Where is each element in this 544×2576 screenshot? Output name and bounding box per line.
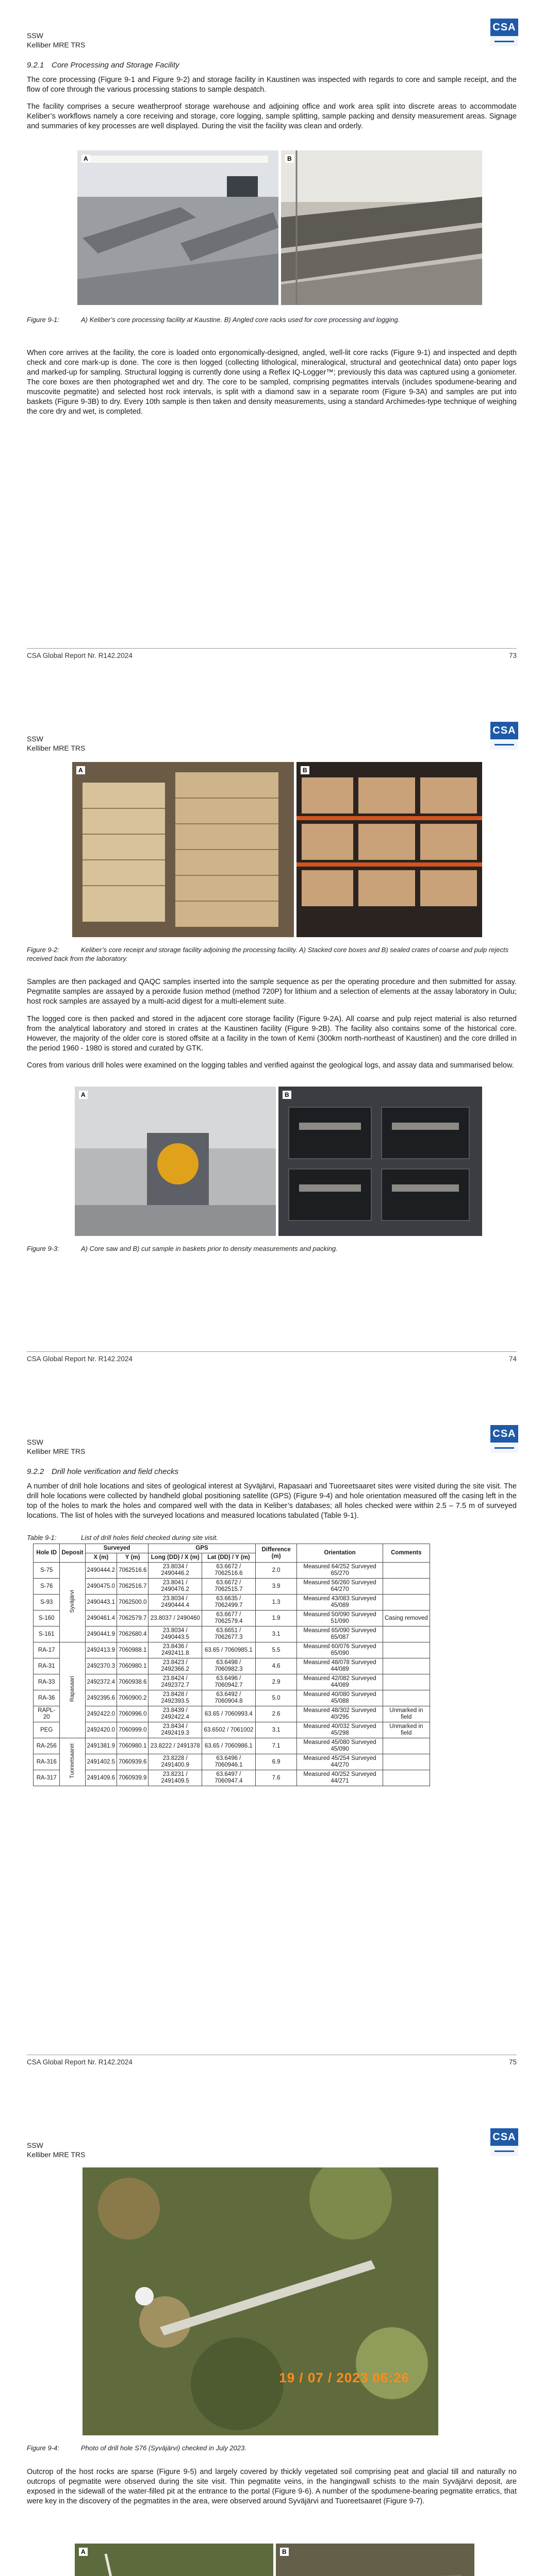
page-number: 75 xyxy=(508,2058,517,2066)
paragraph: Cores from various drill holes were examined on the logging tables and verified against the geological logs, and assay data and summarised below. xyxy=(27,1061,514,1070)
figure-caption: Figure 9-4: Photo of drill hole S76 (Syväjärvi) checked in July 2023. xyxy=(27,2444,246,2452)
page-74 xyxy=(0,703,544,1406)
figure-caption: Figure 9-1: A) Keliber’s core processing facility at Kaustine. B) Angled core racks used for core processing and logging. xyxy=(27,316,400,324)
photo-core-saw-svg xyxy=(75,1087,276,1236)
photo-core-boxes-svg xyxy=(72,762,294,937)
table-row: S-75 Syväjärvi 2490444.2 7062516.6 23.8034 / 2490446.2 63.6672 / 7062516.6 2.0 Measured 64/252 Surveyed 65/270 xyxy=(34,1563,430,1579)
photo-mica-schist-svg xyxy=(276,2544,474,2576)
photo-angled-core-racks: B xyxy=(281,150,482,305)
paragraph: The core processing (Figure 9-1 and Figure 9-2) and storage facility in Kaustinen was inspected with regards to core and sample receipt, and the flow of core through the various processing stations to sample despatch. xyxy=(27,76,517,94)
page-75 xyxy=(0,1406,544,2110)
table-row: RA-17 Rapasaari 2492413.9 7060988.1 23.8436 / 2492411.8 63.65 / 7060985.1 5.5 Measured 60/076 Surveyed 65/090 xyxy=(34,1642,430,1658)
table-row: RA-33 2492372.4 7060938.6 23.8424 / 2492372.7 63.6496 / 7060942.7 2.9 Measured 42/082 Surveyed 44/089 xyxy=(34,1674,430,1690)
table-caption: Table 9-1: List of drill holes field checked during site visit. xyxy=(27,1534,218,1541)
page-header xyxy=(27,31,85,49)
photo-cut-sample-baskets: B xyxy=(278,1087,482,1236)
photo-core-saw: A xyxy=(75,1087,276,1236)
csa-logo: CSA xyxy=(490,1425,518,1453)
page-header: SSW Kelliber MRE TRS xyxy=(27,735,86,752)
paragraph: Samples are then packaged and QAQC samples inserted into the sample sequence as per the operating procedure and then submitted for assay. Pegmatite samples are assayed by a peroxide fusion method (method 720P) for lithium and a selection of elements at the assay laboratory in Oulu; host rock samples are assayed by a multi-acid digest for a multi-element suite. xyxy=(27,978,517,1006)
section-heading: 9.2.2 Drill hole verification and field checks xyxy=(27,1467,178,1476)
table-row: RA-36 2492395.6 7060900.2 23.8428 / 2492393.5 63.6492 / 7060904.8 5.0 Measured 40/080 Surveyed 45/088 xyxy=(34,1690,430,1706)
photo-drill-hole-s76 xyxy=(83,2167,438,2435)
report-name: Kelliber MRE TRS xyxy=(27,41,86,49)
paragraph: Outcrop of the host rocks are sparse (Figure 9-5) and largely covered by thickly vegetated soil comprising peat and glacial till and naturally no outcrops of pegmatite were observed during the site visit. Thin pegmatite veins, in the hangingwall schists to the main Syväjärvi deposit, are exposed in the sidewall of the water-filled pit at the entrance to the portal (Figure 9-6). A number of the spodumene-bearing pegmatite erratics, that were key in the discovery of the pegmatites in the area, were observed around Syväjärvi and Tuoreetsaaret (Figure 9-7). xyxy=(27,2468,517,2505)
drill-hole-table: Hole ID Deposit Surveyed GPS Difference (m) Orientation Comments X (m) Y (m) Long (DD) / X (m) Lat (DD) / Y (m) S-75 Syväjärvi 2490444.2 7062516.6 23.8034 / 2490446.2 63.6672 / 7062516.6 2.0 Measured 64/252 Surveyed 65/270 S-76 2490475.0 7062516.7 23.8041 / 2490476.2 63.6672 / 7062515.7 3.9 Measured 56/260 Surveyed 64/270 S-93 2490443.1 7062500.0 23.8034 / 2490444.4 63.6635 / 7062499.7 1.3 Measured 43/083 Surveyed 45/089 S-160 2490461.4 7062579.7 23.8037 / 2490460 63.6677 / 7062579.4 1.9 Measured 50/090 Surveyed 51/090 Casing removed S-161 2490441.9 7062680.4 23.8034 / 2490443.5 63.6651 / 7062677.3 3.1 Measured 65/090 Surveyed 65/087 RA-17 Rapasaari 2492413.9 7060988.1 23.8436 / 2492411.8 63.65 / 7060985.1 5.5 Measured 60/076 Surveyed 65/090 RA-31 2492370.3 7060980.1 23.8423 / 2492366.2 63.6498 / 7060982.3 4.6 Measured 48/078 Surveyed 44/089 RA-33 2492372.4 7060938.6 23.8424 / 2492372.7 63.6496 / 7060942.7 2.9 Measured 42/082 Surveyed 44/089 RA-36 2492395.6 7060900.2 23.8428 / 2492393.5 63.6492 / 7060904.8 5.0 Measured 40/080 Surveyed 45/088 RAPL-20 2492422.0 7060996.0 23.8439 / 2492422.4 63.65 / 7060993.4 2.6 Measured 48/302 Surveyed 40/295 Unmarked in field PEG 2492420.0 7060999.0 23.8434 / 2492419.3 63.6502 / 7061002 3.1 Measured 40/032 Surveyed 45/298 Unmarked in field RA-256 Tuoreetsaaret 2491381.9 7060980.1 23.8222 / 2491378 63.65 / 7060986.1 7.1 Measured 45/080 Surveyed 45/090 RA-316 2491402.5 7060939.6 23.8228 / 2491400.9 63.6496 / 7060946.1 6.9 Measured 45/254 Surveyed 44/270 RA-317 2491409.6 7060939.9 23.8231 / 2491409.5 63.6497 / 7060947.4 7.6 Measured 40/252 Surveyed 44/271 xyxy=(33,1544,430,1786)
page-number: 74 xyxy=(508,1355,517,1363)
photo-stacked-core-boxes: A xyxy=(72,762,294,937)
photo-porphyrite-svg xyxy=(75,2544,273,2576)
table-row: RA-317 2491409.6 7060939.9 23.8231 / 2491409.5 63.6497 / 7060947.4 7.6 Measured 40/252 Surveyed 44/271 xyxy=(34,1770,430,1786)
csa-logo: CSA xyxy=(490,722,518,750)
table-row: S-93 2490443.1 7062500.0 23.8034 / 2490444.4 63.6635 / 7062499.7 1.3 Measured 43/083 Surveyed 45/089 xyxy=(34,1595,430,1611)
table-row: RA-256 Tuoreetsaaret 2491381.9 7060980.1 23.8222 / 2491378 63.65 / 7060986.1 7.1 Measured 45/080 Surveyed 45/090 xyxy=(34,1738,430,1754)
table-row: S-76 2490475.0 7062516.7 23.8041 / 2490476.2 63.6672 / 7062515.7 3.9 Measured 56/260 Surveyed 64/270 xyxy=(34,1579,430,1595)
page-footer: CSA Global Report Nr. R142.2024 74 xyxy=(27,1351,517,1363)
table-row: S-160 2490461.4 7062579.7 23.8037 / 2490460 63.6677 / 7062579.4 1.9 Measured 50/090 Surveyed 51/090 Casing removed xyxy=(34,1611,430,1626)
photo-crates-svg xyxy=(296,762,482,937)
photo-baskets-svg xyxy=(278,1087,482,1236)
csa-logo: CSA xyxy=(490,2128,518,2156)
company-name: SSW xyxy=(27,31,43,40)
table-row: RAPL-20 2492422.0 7060996.0 23.8439 / 2492422.4 63.65 / 7060993.4 2.6 Measured 48/302 Surveyed 40/295 Unmarked in field xyxy=(34,1706,430,1722)
page-footer: CSA Global Report Nr. R142.2024 75 xyxy=(27,2055,517,2066)
table-row: RA-316 2491402.5 7060939.6 23.8228 / 2491400.9 63.6496 / 7060946.1 6.9 Measured 45/254 Surveyed 44/270 xyxy=(34,1754,430,1770)
table-row: S-161 2490441.9 7062680.4 23.8034 / 2490443.5 63.6651 / 7062677.3 3.1 Measured 65/090 Surveyed 65/087 xyxy=(34,1626,430,1642)
paragraph: The facility comprises a secure weatherproof storage warehouse and adjoining office and work area split into discrete areas to accommodate Keliber’s workflows namely a core receiving and storage, core logging, sample splitting, sample packing and density measurement areas. Signage and summaries of key processes are well displayed. During the visit the facility was clean and orderly. xyxy=(27,103,517,130)
paragraph: When core arrives at the facility, the core is loaded onto ergonomically-designed, angled, well-lit core racks (Figure 9-1) and inspected and depth check and core mark-up is done. The core is then logged (collecting lithological, mineralogical, structural and geotechnical data) onto paper logs and marked-up for sampling. Structural logging is currently done using a Reflex IQ-Logger™; previously this data was captured using a goniometer. The core boxes are then photographed wet and dry. The core to be sampled, comprising pegmatites intervals (includes spodumene-bearing and muscovite pegmatite) and selected host rock intervals, is split with a diamond saw in a separate room (Figure 9-3A) and samples are put into baskets (Figure 9-3B) to dry. Every 10th sample is then taken and density measurements, using a standard Archimedes-type technique of weighing the core dry and wet, is completed. xyxy=(27,349,517,416)
table-row: PEG 2492420.0 7060999.0 23.8434 / 2492419.3 63.6502 / 7061002 3.1 Measured 40/032 Surveyed 45/298 Unmarked in field xyxy=(34,1722,430,1738)
figure-caption: Figure 9-2: Keliber’s core receipt and storage facility adjoining the processing facility. A) Stacked core boxes and B) sealed crates of coarse and pulp rejects received back from the laboratory. xyxy=(27,946,509,962)
photo-sealed-crates: B xyxy=(296,762,482,937)
photo-core-racks-svg xyxy=(281,150,482,305)
photo-host-rock-mica-schist: B xyxy=(276,2544,474,2576)
paragraph: A number of drill hole locations and sites of geological interest at Syväjärvi, Rapasaari and Tuoreetsaaret sites were visited during the site visit. The drill hole locations were collected by handheld global positioning satellite (GPS) (Figure 9-4) and hole orientation measured off the casing left in the top of the holes to mark the holes and compared well with the data in Keliber’s databases; all holes checked were within 2.5 – 7.5 m of surveyed locations. The list of holes with the surveyed locations and measured locations tabulated (Table 9-1). xyxy=(27,1482,517,1520)
page-76 xyxy=(0,2110,544,2576)
photo-core-processing-facility: A xyxy=(77,150,278,305)
page-number: 73 xyxy=(508,652,517,659)
deposit-cell: Syväjärvi xyxy=(60,1563,85,1642)
page-73 xyxy=(0,0,544,703)
photo-drill-hole-svg xyxy=(83,2167,438,2435)
page-header: SSW Kelliber MRE TRS xyxy=(27,1438,86,1455)
photo-host-rock-porphyrite: A xyxy=(75,2544,273,2576)
csa-logo: CSA xyxy=(490,19,518,46)
deposit-cell: Rapasaari xyxy=(60,1642,85,1738)
table-row: RA-31 2492370.3 7060980.1 23.8423 / 2492366.2 63.6498 / 7060982.3 4.6 Measured 48/078 Surveyed 44/089 xyxy=(34,1658,430,1674)
page-header: SSW Kelliber MRE TRS xyxy=(27,2141,86,2159)
page-footer: CSA Global Report Nr. R142.2024 73 xyxy=(27,648,517,659)
deposit-cell: Tuoreetsaaret xyxy=(60,1738,85,1786)
photo-timestamp: 19 / 07 / 2023 06:26 xyxy=(279,2370,409,2385)
section-heading: 9.2.1 Core Processing and Storage Facility xyxy=(27,61,179,70)
photo-core-facility-svg xyxy=(77,150,278,305)
figure-caption: Figure 9-3: A) Core saw and B) cut sample in baskets prior to density measurements and packing. xyxy=(27,1245,338,1252)
paragraph: The logged core is then packed and stored in the adjacent core storage facility (Figure 9-2A). All coarse and pulp reject material is also returned from the analytical laboratory and stored in crates at the Kaustinen facility (Figure 9-2B). The facility also contains some of the historical core. However, the majority of the older core is stored offsite at a facility in the town of Kemi (300km north-northeast of Kaustinen) and the core drilled in the period 1960 - 1980 is stored and curated by GTK. xyxy=(27,1015,517,1053)
